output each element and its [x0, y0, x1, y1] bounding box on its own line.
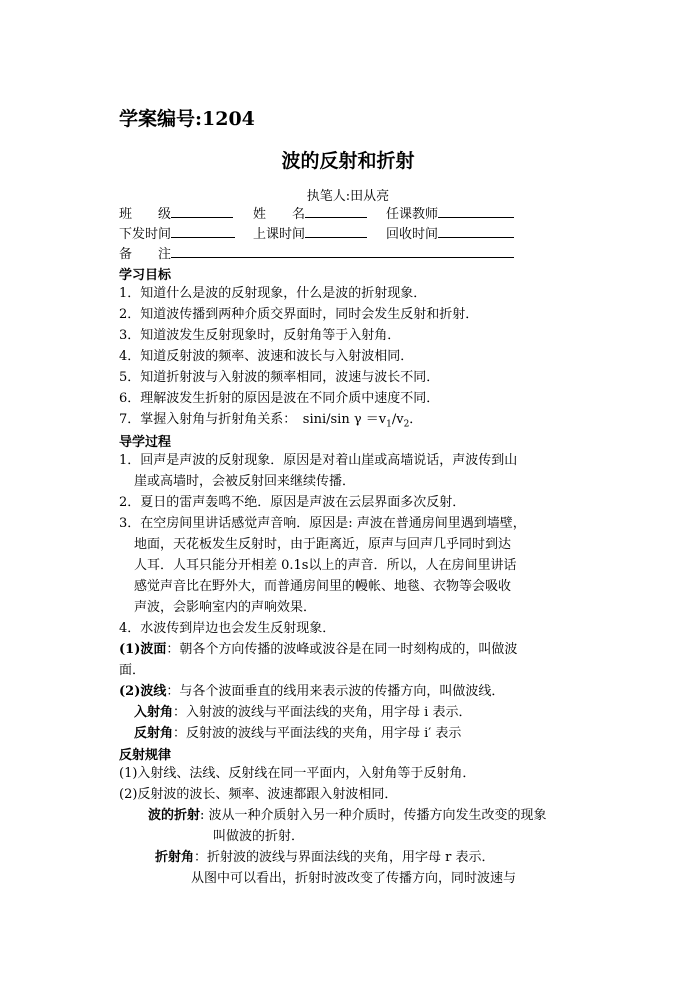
guided-line: 地面，天花板发生反射时，由于距离近，原声与回声几乎同时到达	[134, 537, 512, 552]
guided-line: 2．夏日的雷声轰鸣不绝．原因是声波在云层界面多次反射．	[119, 495, 466, 510]
class-field: 班 级	[119, 203, 233, 222]
law-heading: 反射规律	[119, 748, 172, 763]
teacher-blank	[438, 205, 514, 218]
objective-item: 2．知道波传播到两种介质交界面时，同时会发生反射和折射．	[119, 307, 479, 322]
name-field: 姓 名	[253, 203, 367, 222]
guided-line: 人耳．人耳只能分开相差 0.1s以上的声音．所以，人在房间里讲话	[134, 558, 517, 573]
doc-title: 波的反射和折射	[281, 150, 415, 172]
guided-line: 1．回声是声波的反射现象．原因是对着山崖或高墙说话，声波传到山	[119, 453, 518, 468]
objective-item: 6．理解波发生折射的原因是波在不同介质中速度不同．	[119, 391, 440, 406]
class-time-blank	[305, 225, 367, 238]
guided-line: 3．在空房间里讲话感觉声音响．原因是: 声波在普通房间里遇到墙壁，	[119, 516, 526, 531]
objective-item: 5．知道折射波与入射波的频率相同，波速与波长不同．	[119, 370, 440, 385]
class-time-field: 上课时间	[253, 223, 367, 242]
law-item: (2)反射波的波长、频率、波速都跟入射波相同．	[119, 787, 398, 802]
guided-line: 4．水波传到岸边也会发生反射现象．	[119, 621, 336, 636]
guided-heading: 导学过程	[119, 435, 172, 450]
return-time-blank	[438, 225, 514, 238]
doc-number: 学案编号:1204	[119, 108, 255, 130]
objectives-heading: 学习目标	[119, 268, 172, 283]
guided-line: 感觉声音比在野外大，而普通房间里的幔帐、地毯、衣物等会吸收	[134, 579, 512, 594]
note-blank	[171, 245, 514, 258]
author-line: 执笔人:田从亮	[306, 189, 390, 204]
note-field: 备 注	[119, 243, 514, 262]
class-blank	[171, 205, 233, 218]
wavefront-definition: (1)波面：朝各个方向传播的波峰或波谷是在同一时刻构成的，叫做波	[119, 642, 518, 657]
issue-time-blank	[171, 225, 235, 238]
incidence-angle-definition: 入射角：入射波的波线与平面法线的夹角，用字母 i 表示．	[134, 705, 472, 720]
closing-line: 从图中可以看出，折射时波改变了传播方向，同时波速与	[191, 871, 517, 886]
return-time-field: 回收时间	[386, 223, 514, 242]
refraction-angle-definition: 折射角：折射波的波线与界面法线的夹角，用字母 r 表示．	[155, 850, 495, 865]
objective-item: 4．知道反射波的频率、波速和波长与入射波相同．	[119, 349, 414, 364]
issue-time-field: 下发时间	[119, 223, 235, 242]
teacher-field: 任课教师	[386, 203, 514, 222]
objective-item-7: 7．掌握入射角与折射角关系： sini/sin $\gamma =v_1/v_2$．	[119, 412, 423, 430]
name-blank	[305, 205, 367, 218]
ray-definition: (2)波线：与各个波面垂直的线用来表示波的传播方向，叫做波线．	[119, 684, 505, 699]
guided-line: 声波，会影响室内的声响效果．	[134, 600, 317, 615]
objective-item: 1．知道什么是波的反射现象，什么是波的折射现象．	[119, 286, 427, 301]
wavefront-continuation: 面．	[119, 663, 146, 678]
objective-item: 3．知道波发生反射现象时，反射角等于入射角．	[119, 328, 401, 343]
reflection-angle-definition: 反射角：反射波的波线与平面法线的夹角，用字母 i′ 表示	[134, 726, 462, 741]
law-item: (1)入射线、法线、反射线在同一平面内，入射角等于反射角．	[119, 766, 476, 781]
guided-line: 崖或高墙时，会被反射回来继续传播．	[134, 474, 356, 489]
refraction-continuation: 叫做波的折射．	[213, 829, 305, 844]
refraction-definition: 波的折射: 波从一种介质射入另一种介质时，传播方向发生改变的现象	[148, 808, 547, 823]
